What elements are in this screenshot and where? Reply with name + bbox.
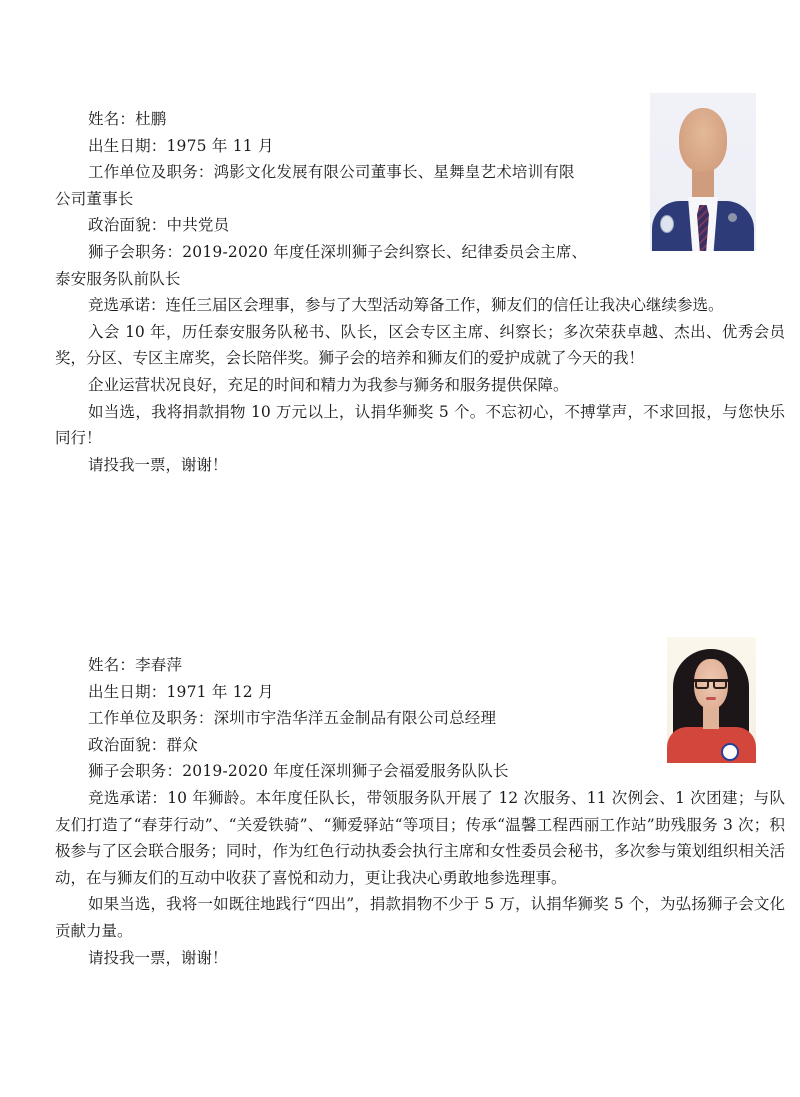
candidate-work-line-1: 工作单位及职务：深圳市宇浩华洋五金制品有限公司总经理 [88,709,497,728]
candidate-name: 姓名：李春萍 [88,656,183,674]
donation-pledge: 如果当选，我将一如既往地践行“四出”，捐款捐物不少于 5 万，认捐华狮奖 5 个，为弘扬狮子会文化贡献力量。 [55,895,785,940]
campaign-pledge: 竞选承诺：连任三届区会理事，参与了大型活动筹备工作，狮友们的信任让我决心继续参选。 [88,296,724,315]
business-status: 企业运营状况良好，充足的时间和精力为我参与狮务和服务提供保障。 [88,375,569,394]
vote-request: 请投我一票，谢谢！ [88,455,228,474]
vote-request: 请投我一票，谢谢！ [88,948,228,967]
campaign-pledge: 竞选承诺：10 年狮龄。本年度任队长，带领服务队开展了 12 次服务、11 次例会、1 次团建；与队友们打造了“春芽行动”、“关爱铁骑”、“狮爱驿站“等项目；传承“温馨工程西丽工作站”助残服务 3 次；积极参与了区会联合服务；同时，作为红色行动执委会执行主席和女性委员会秘书，多次参与策划组织相关活动，在与狮友们的互动中收获了喜悦和动力，更让我决心勇敢地参选理事。 [55,788,785,887]
candidate-birthdate: 出生日期：1971 年 12 月 [88,682,274,701]
candidate-birthdate: 出生日期：1975 年 11 月 [88,136,274,155]
candidate-profile-2 [55,652,785,971]
membership-history: 入会 10 年，历任泰安服务队秘书、队长，区会专区主席、纠察长；多次荣获卓越、杰出、优秀会员奖，分区、专区主席奖，会长陪伴奖。狮子会的培养和狮友们的爱护成就了今天的我！ [55,322,785,368]
donation-pledge: 如当选，我将捐款捐物 10 万元以上，认捐华狮奖 5 个。不忘初心，不搏掌声，不求回报，与您快乐同行！ [55,402,785,448]
candidate-work-line-2: 公司董事长 [55,189,134,208]
candidate-profile-1 [55,106,785,478]
candidate-political-status: 政治面貌：群众 [88,735,198,754]
candidate-name: 姓名：杜鹏 [88,110,167,128]
candidate-political-status: 政治面貌：中共党员 [88,216,230,235]
candidate-lions-role-line-1: 狮子会职务：2019-2020 年度任深圳狮子会纠察长、纪律委员会主席、 [88,242,588,261]
candidate-work-line-1: 工作单位及职务：鸿影文化发展有限公司董事长、星舞皇艺术培训有限 [88,163,575,182]
candidate-lions-role-line-1: 狮子会职务：2019-2020 年度任深圳狮子会福爱服务队队长 [88,762,509,781]
candidate-lions-role-line-2: 泰安服务队前队长 [55,269,181,288]
